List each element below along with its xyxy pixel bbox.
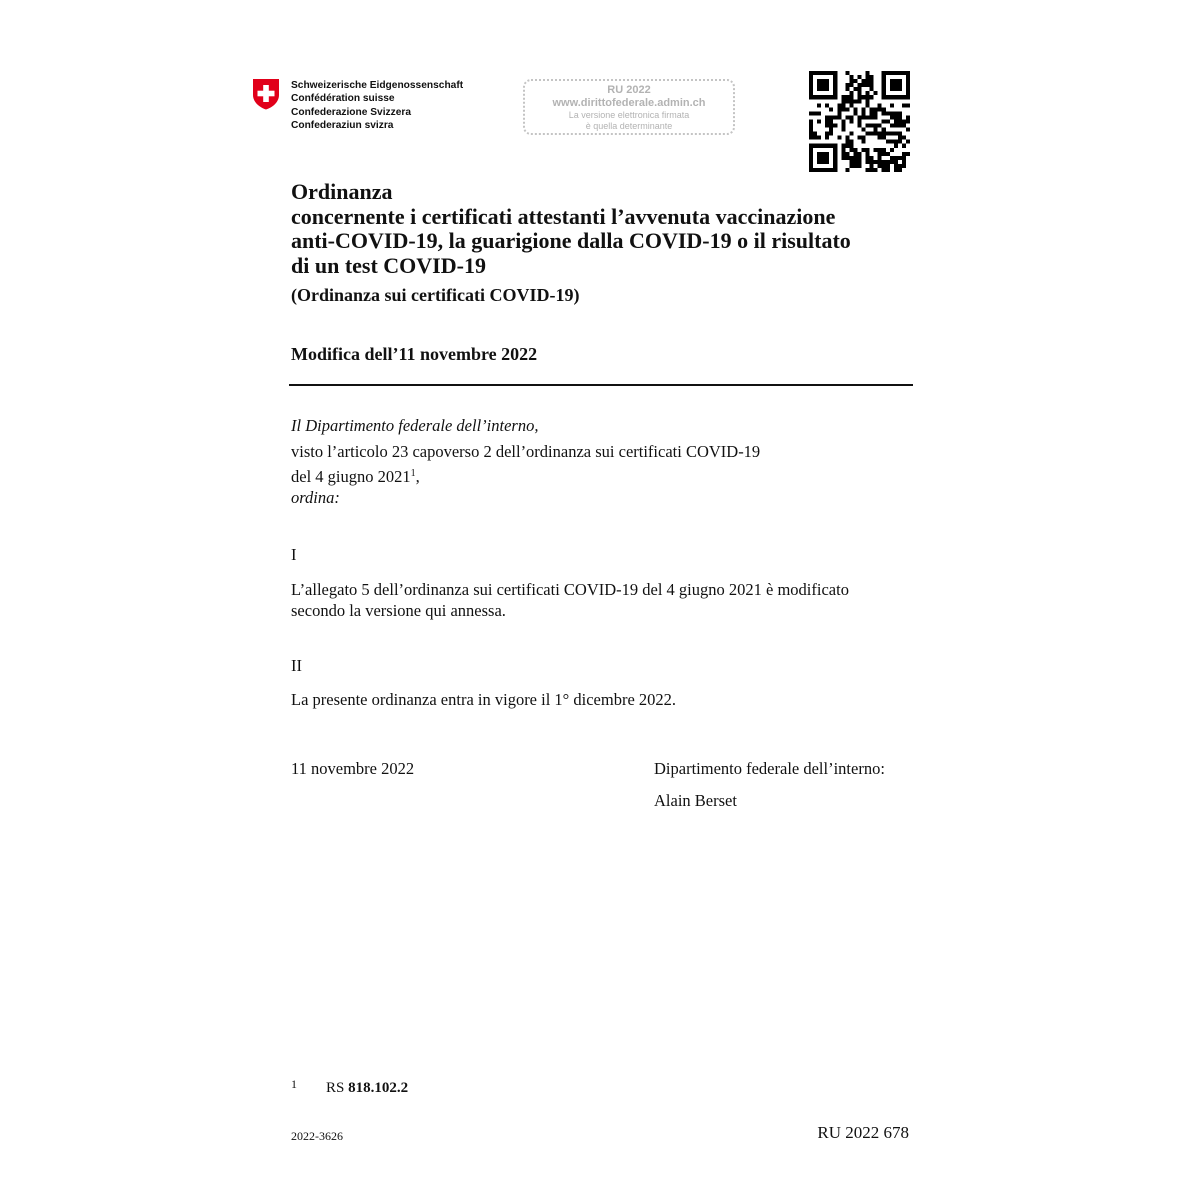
footnote-text — [326, 1077, 408, 1099]
publication-reference: RU 2022 678 — [817, 1123, 909, 1142]
signature-date: 11 novembre 2022 — [291, 759, 415, 778]
title-line-4: di un test COVID-19 — [291, 252, 486, 278]
section-1-line-2: secondo la versione qui annessa. — [291, 601, 506, 620]
document-title — [291, 180, 851, 278]
confederation-name-rm: Confederaziun svizra — [291, 120, 394, 132]
preamble-basis-line-2 — [291, 463, 420, 488]
document-number: 2022-3626 — [291, 1129, 343, 1143]
swiss-cross-icon — [251, 78, 281, 110]
section-number-2: II — [291, 656, 302, 675]
confederation-name-fr: Confédération suisse — [291, 93, 395, 105]
section-1-line-1: L’allegato 5 dell’ordinanza sui certificati COVID-19 del 4 giugno 2021 è modificato — [291, 580, 849, 599]
confederation-name-it: Confederazione Svizzera — [291, 106, 412, 118]
footnote-prefix: RS — [326, 1080, 345, 1096]
stamp-line-3: La versione elettronica firmata — [568, 110, 690, 120]
signature-department: Dipartimento federale dell’interno: — [654, 759, 885, 778]
section-number-1: I — [291, 545, 297, 564]
signature-name: Alain Berset — [654, 791, 737, 810]
section-2-line-1: La presente ordinanza entra in vigore il 1° dicembre 2022. — [291, 690, 677, 709]
footnote-reference[interactable]: 1 — [410, 468, 416, 479]
preamble-basis-date: del 4 giugno 2021 — [291, 467, 411, 486]
title-line-2: concernente i certificati attestanti l’avvenuta vaccinazione — [291, 203, 836, 229]
title-line-1: Ordinanza — [291, 179, 393, 204]
footnote-number: 1 — [291, 1077, 297, 1091]
stamp-line-1: RU 2022 — [607, 84, 651, 96]
official-stamp — [523, 79, 735, 135]
confederation-names — [291, 79, 463, 133]
modification-date: Modifica dell’11 novembre 2022 — [291, 344, 538, 364]
confederation-name-de: Schweizerische Eidgenossenschaft — [291, 80, 464, 91]
short-title: (Ordinanza sui certificati COVID-19) — [291, 285, 580, 305]
preamble-ordains: ordina: — [291, 488, 340, 507]
footnote-reference-number[interactable]: 818.102.2 — [348, 1080, 409, 1096]
title-divider — [289, 384, 913, 386]
qr-code-icon — [809, 71, 910, 172]
preamble-basis-line-1: visto l’articolo 23 capoverso 2 dell’ordinanza sui certificati COVID-19 — [291, 442, 761, 461]
title-line-3: anti-COVID-19, la guarigione dalla COVID-19 o il risultato — [291, 228, 851, 253]
stamp-line-4: è quella determinante — [585, 121, 673, 131]
stamp-line-2: www.dirittofederale.admin.ch — [552, 97, 706, 109]
preamble-basis-suffix: , — [415, 467, 420, 486]
preamble-authority: Il Dipartimento federale dell’interno, — [291, 416, 539, 435]
